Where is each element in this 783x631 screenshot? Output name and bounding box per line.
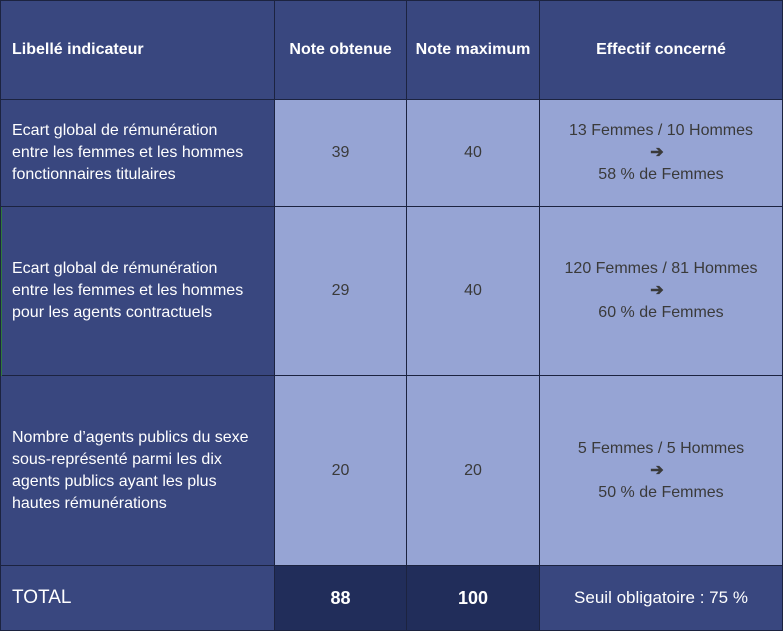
row3-label-line: Nombre d’agents publics du sexe: [12, 428, 249, 446]
header-effectif-text: Effectif concerné: [596, 40, 726, 58]
total-note: [275, 566, 407, 631]
row3-note: [275, 376, 407, 566]
row2-label: [0, 207, 275, 376]
row1-effectif-line2: 58 % de Femmes: [598, 166, 724, 183]
row2-label-line: Ecart global de rémunération: [12, 260, 218, 277]
arrow-right-icon: ➔: [650, 461, 664, 479]
row3-label-line: agents publics ayant les plus: [12, 472, 217, 490]
row3-label: [0, 376, 275, 566]
row3-note-value: 20: [331, 461, 350, 479]
row3-max-value: 20: [464, 461, 482, 479]
row2-left-accent: [0, 207, 2, 376]
header-libelle-text: Libellé indicateur: [12, 40, 144, 58]
row1-effectif-line2-wrap: [598, 142, 723, 186]
row3-label-line: hautes rémunérations: [12, 494, 167, 512]
row1-label-line: fonctionnaires titulaires: [12, 166, 176, 183]
total-seuil: [540, 566, 783, 631]
row1-effectif: [540, 100, 783, 207]
row1-max-value: 40: [464, 144, 482, 161]
header-effectif: [540, 0, 783, 100]
total-label: [0, 566, 275, 631]
header-libelle: [0, 0, 275, 100]
row3-effectif-line2: 50 % de Femmes: [598, 483, 724, 501]
row1-effectif-line1: 13 Femmes / 10 Hommes: [568, 122, 754, 139]
row3-effectif: [540, 376, 783, 566]
row3-label-line: sous-représenté parmi les dix: [12, 450, 222, 468]
row1-note-value: 39: [331, 144, 350, 161]
row2-effectif: [540, 207, 783, 376]
arrow-right-icon: ➔: [650, 144, 664, 161]
row2-max: [407, 207, 540, 376]
header-note-obtenue: [275, 0, 407, 100]
row2-note: [275, 207, 407, 376]
row2-max-value: 40: [464, 282, 482, 299]
row1-max: [407, 100, 540, 207]
header-note-maximum-text: Note maximum: [415, 40, 531, 58]
row3-effectif-line2-wrap: [598, 460, 723, 504]
total-label-text: TOTAL: [12, 587, 72, 608]
total-note-value: 88: [330, 588, 351, 608]
row2-note-value: 29: [331, 282, 350, 299]
total-max: [407, 566, 540, 631]
total-seuil-text: Seuil obligatoire : 75 %: [574, 588, 748, 607]
header-note-obtenue-text: Note obtenue: [289, 40, 392, 58]
total-max-value: 100: [457, 588, 489, 608]
row2-label-line: entre les femmes et les hommes: [12, 282, 244, 299]
row1-note: [275, 100, 407, 207]
row2-effectif-line2: 60 % de Femmes: [598, 304, 724, 321]
row3-effectif-line1: 5 Femmes / 5 Hommes: [577, 439, 745, 457]
row1-label: [0, 100, 275, 207]
row2-effectif-line2-wrap: [598, 280, 723, 324]
arrow-right-icon: ➔: [650, 282, 664, 299]
header-note-maximum: [407, 0, 540, 100]
row2-effectif-line1: 120 Femmes / 81 Hommes: [564, 260, 758, 277]
row1-label-line: entre les femmes et les hommes: [12, 144, 244, 161]
row2-label-line: pour les agents contractuels: [12, 304, 213, 321]
row3-max: [407, 376, 540, 566]
row1-label-line: Ecart global de rémunération: [12, 122, 218, 139]
